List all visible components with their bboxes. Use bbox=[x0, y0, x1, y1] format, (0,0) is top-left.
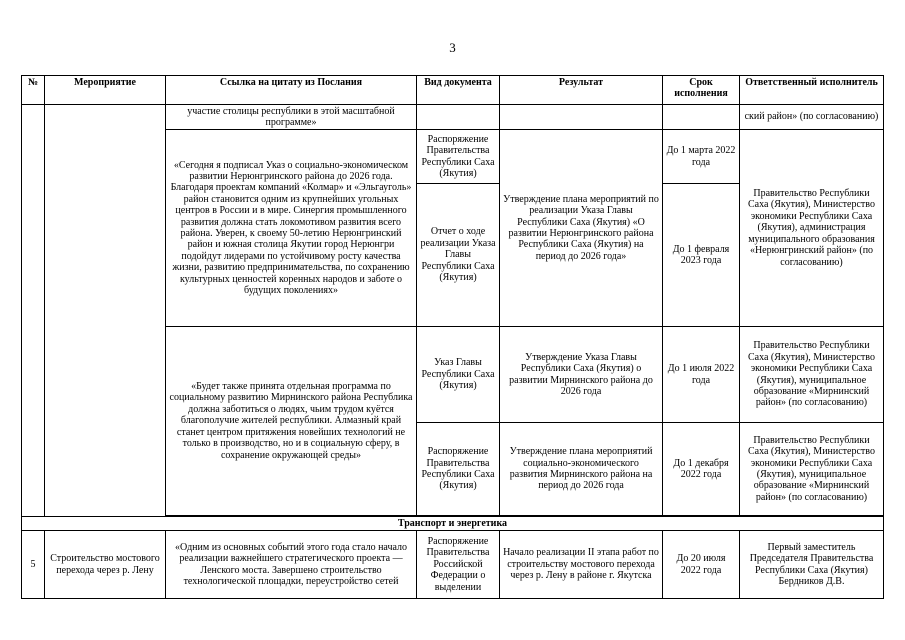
num-cell-empty bbox=[22, 105, 45, 517]
event-cell-empty bbox=[45, 105, 166, 517]
doc-cell: Распоряжение Правительства Республики Саха (Якутия) bbox=[417, 423, 500, 516]
header-responsible: Ответственный исполнитель bbox=[740, 76, 884, 105]
action-plan-table bbox=[21, 75, 884, 599]
deadline-cell: До 1 марта 2022 года bbox=[663, 130, 740, 184]
header-event: Мероприятие bbox=[45, 76, 166, 105]
header-num: № bbox=[22, 76, 45, 105]
header-doc-type: Вид документа bbox=[417, 76, 500, 105]
doc-cell-empty bbox=[417, 105, 500, 130]
table-row bbox=[22, 531, 884, 599]
deadline-cell: До 20 июля 2022 года bbox=[663, 531, 740, 599]
header-deadline: Срок исполнения bbox=[663, 76, 740, 105]
deadline-cell: До 1 декабря 2022 года bbox=[663, 423, 740, 516]
result-cell: Утверждение плана мероприятий по реализации Указа Главы Республики Саха (Якутия) «О развитии Нерюнгринского района Республики Саха (Якутия) на период до 2026 года» bbox=[500, 130, 663, 327]
responsible-cell: ский район» (по согласованию) bbox=[740, 105, 884, 130]
result-cell: Начало реализации II этапа работ по строительству мостового перехода через р. Лену в районе г. Якутска bbox=[500, 531, 663, 599]
event-cell: Строительство мостового перехода через р. Лену bbox=[45, 531, 166, 599]
doc-cell: Отчет о ходе реализации Указа Главы Республики Саха (Якутия) bbox=[417, 184, 500, 327]
quote-cell: «Будет также принята отдельная программа по социальному развитию Мирнинского района Республика должна заботиться о людях, чьим трудом куётся благополучие жителей республики. Алмазный край станет центром притяжения новейших технологий не только в производство, но и в социальную сферу, в сохранение окружающей среды» bbox=[166, 327, 417, 516]
section-title: Транспорт и энергетика bbox=[22, 517, 884, 531]
result-cell: Утверждение плана мероприятий социально-экономического развития Мирнинского района на период до 2026 года bbox=[500, 423, 663, 516]
quote-cell: «Сегодня я подписал Указ о социально-экономическом развитии Нерюнгринского района до 2026 года. Благодаря проектам компаний «Колмар» и «Эльгауголь» район становится одним из крупнейших угольных центров в России и в мире. Синергия промышленного развития должна стать локомотивом развития всего района. Уверен, к своему 50-летию Нерюнгринский район и южная столица Якутии город Нерюнгри подойдут лидерами по устойчивому росту качества жизни, развитию предпринимательства, по сохранению культурных ценностей коренных народов и заботе о будущих поколениях» bbox=[166, 130, 417, 327]
responsible-cell: Правительство Республики Саха (Якутия), Министерство экономики Республики Саха (Якутия), муниципальное образование «Мирнинский район» (по согласованию) bbox=[740, 327, 884, 423]
result-cell: Утверждение Указа Главы Республики Саха (Якутия) о развитии Мирнинского района до 2026 года bbox=[500, 327, 663, 423]
section-row bbox=[22, 517, 884, 531]
quote-cell: участие столицы республики в этой масштабной программе» bbox=[166, 105, 417, 130]
table-header-row bbox=[22, 76, 884, 105]
page-number: 3 bbox=[449, 40, 456, 55]
header-quote: Ссылка на цитату из Послания bbox=[166, 76, 417, 105]
quote-cell: «Одним из основных событий этого года стало начало реализации важнейшего стратегического проекта — Ленского моста. Завершено строительство технологической площадки, переустройство сетей bbox=[166, 531, 417, 599]
deadline-cell-empty bbox=[663, 105, 740, 130]
result-cell-empty bbox=[500, 105, 663, 130]
deadline-cell: До 1 февраля 2023 года bbox=[663, 184, 740, 327]
doc-cell: Распоряжение Правительства Республики Саха (Якутия) bbox=[417, 130, 500, 184]
doc-cell: Указ Главы Республики Саха (Якутия) bbox=[417, 327, 500, 423]
table-row bbox=[22, 105, 884, 130]
doc-cell: Распоряжение Правительства Российской Федерации о выделении bbox=[417, 531, 500, 599]
header-result: Результат bbox=[500, 76, 663, 105]
row-number: 5 bbox=[22, 531, 45, 599]
responsible-cell: Правительство Республики Саха (Якутия), Министерство экономики Республики Саха (Якутия), муниципальное образование «Мирнинский район» (по согласованию) bbox=[740, 423, 884, 516]
responsible-cell: Правительство Республики Саха (Якутия), Министерство экономики Республики Саха (Якутия), администрация муниципального образования «Нерюнгринский район» (по согласованию) bbox=[740, 130, 884, 327]
deadline-cell: До 1 июля 2022 года bbox=[663, 327, 740, 423]
responsible-cell: Первый заместитель Председателя Правительства Республики Саха (Якутия) Бердников Д.В. bbox=[740, 531, 884, 599]
